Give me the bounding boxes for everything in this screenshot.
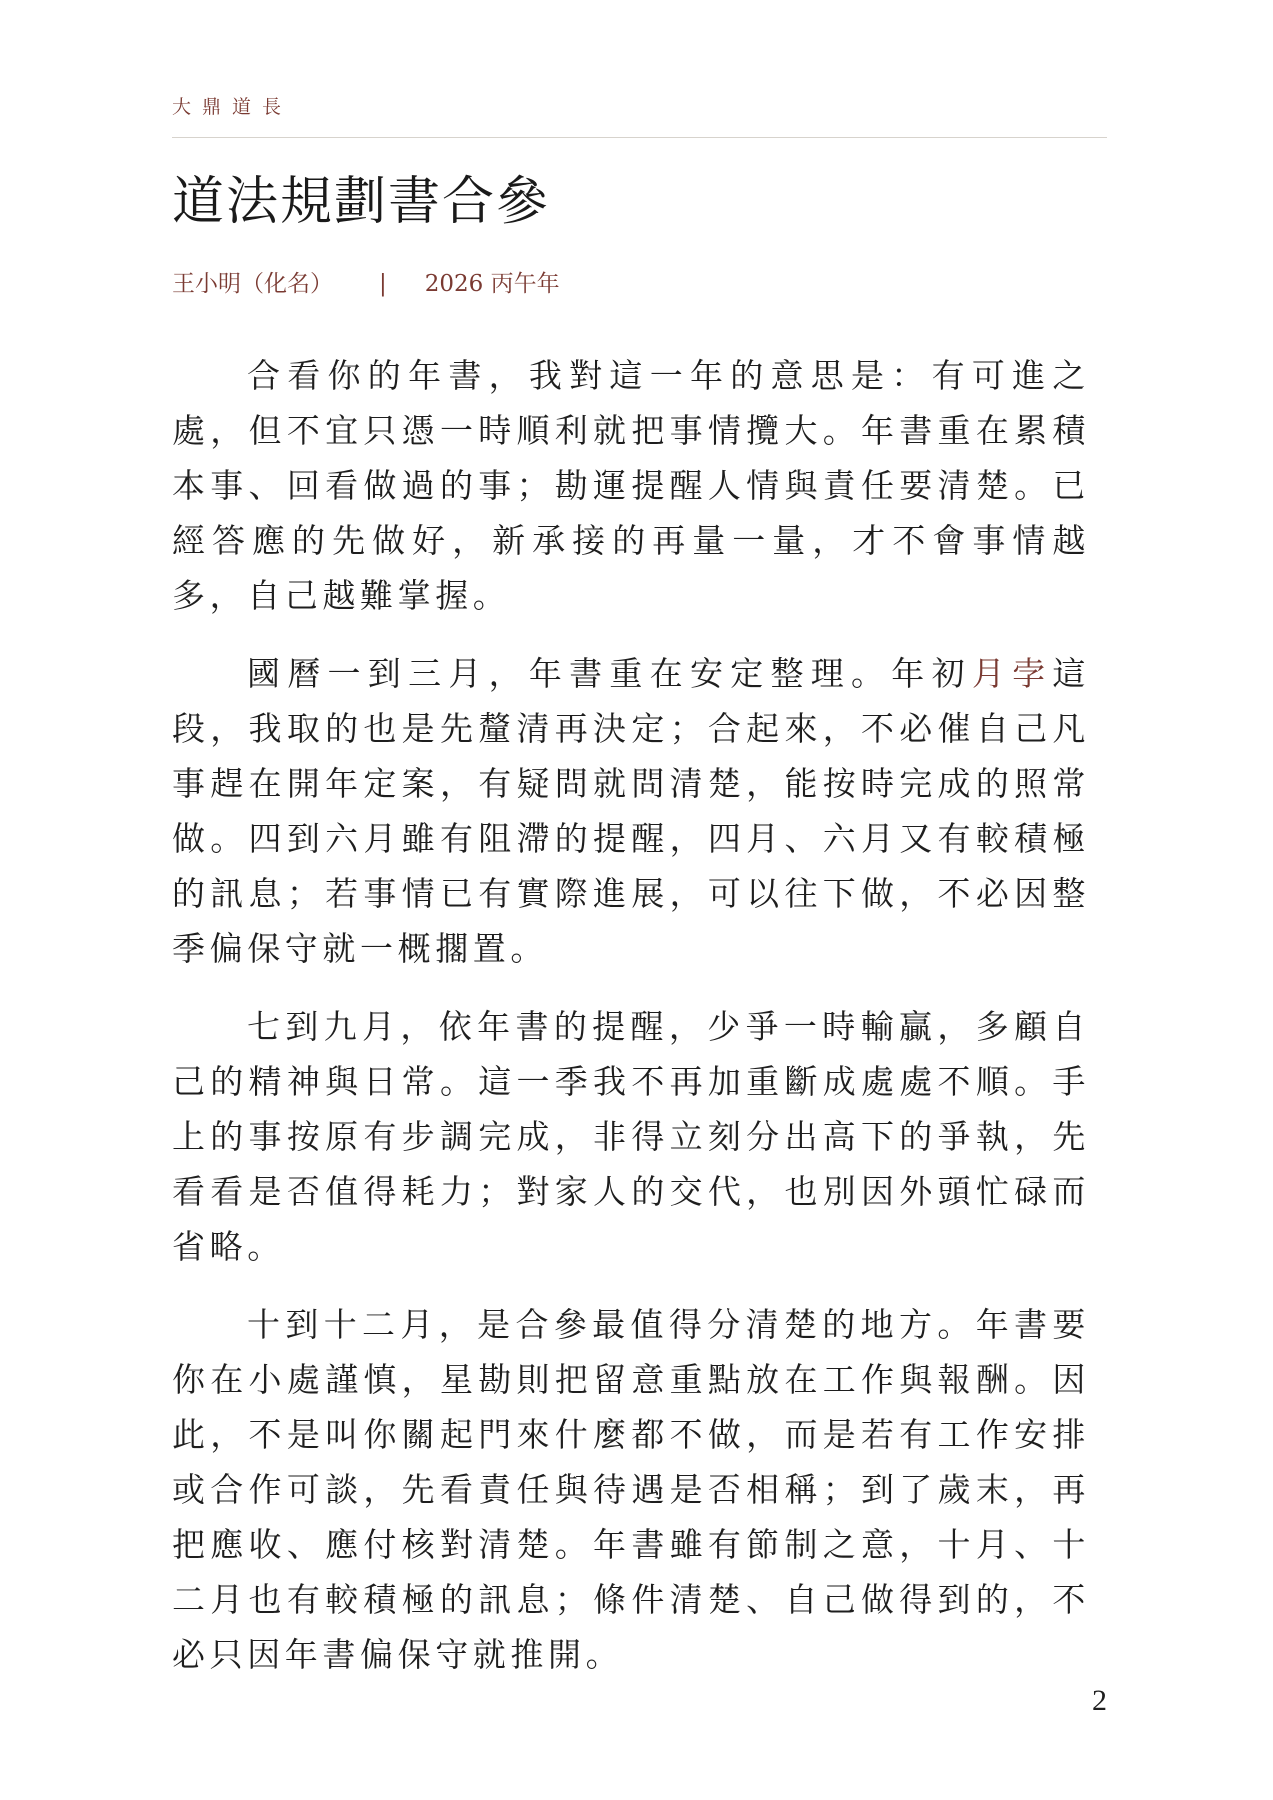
byline	[172, 268, 560, 300]
paragraph-4: 十到十二月，是合參最值得分清楚的地方。年書要你在小處謹慎，星勘則把留意重點放在工作與報酬。因此，不是叫你關起門來什麼都不做，而是若有工作安排或合作可談，先看責任與待遇是否相稱；到了歲末，再把應收、應付核對清楚。年書雖有節制之意，十月、十二月也有較積極的訊息；條件清楚、自己做得到的，不必只因年書偏保守就推開。	[172, 1305, 1090, 1674]
paragraph-2-lead: 國曆一到三月，年書重在安定整理。年初	[247, 654, 972, 693]
page-number: 2	[1092, 1684, 1107, 1717]
running-header: 大鼎道長	[172, 96, 293, 118]
document-title: 道法規劃書合參	[172, 172, 551, 232]
author-name: 王小明（化名）	[172, 271, 333, 297]
byline-separator: |	[379, 271, 387, 297]
header-divider	[172, 137, 1107, 138]
year-label: 2026 丙午年	[424, 271, 560, 297]
body-text	[172, 348, 1090, 1705]
highlighted-term: 月孛	[971, 654, 1053, 693]
paragraph-3: 七到九月，依年書的提醒，少爭一時輸贏，多顧自己的精神與日常。這一季我不再加重斷成處處不順。手上的事按原有步調完成，非得立刻分出高下的爭執，先看看是否值得耗力；對家人的交代，也別因外頭忙碌而省略。	[172, 1007, 1090, 1266]
paragraph-2-rest: 這段，我取的也是先釐清再決定；合起來，不必催自己凡事趕在開年定案，有疑問就問清楚，能按時完成的照常做。四到六月雖有阻滯的提醒，四月、六月又有較積極的訊息；若事情已有實際進展，可以往下做，不必因整季偏保守就一概擱置。	[172, 654, 1090, 968]
document-page	[172, 0, 1107, 1800]
paragraph-1: 合看你的年書，我對這一年的意思是：有可進之處，但不宜只憑一時順利就把事情攬大。年書重在累積本事、回看做過的事；勘運提醒人情與責任要清楚。已經答應的先做好，新承接的再量一量，才不會事情越多，自己越難掌握。	[172, 356, 1090, 615]
paragraph-2	[172, 646, 1090, 976]
